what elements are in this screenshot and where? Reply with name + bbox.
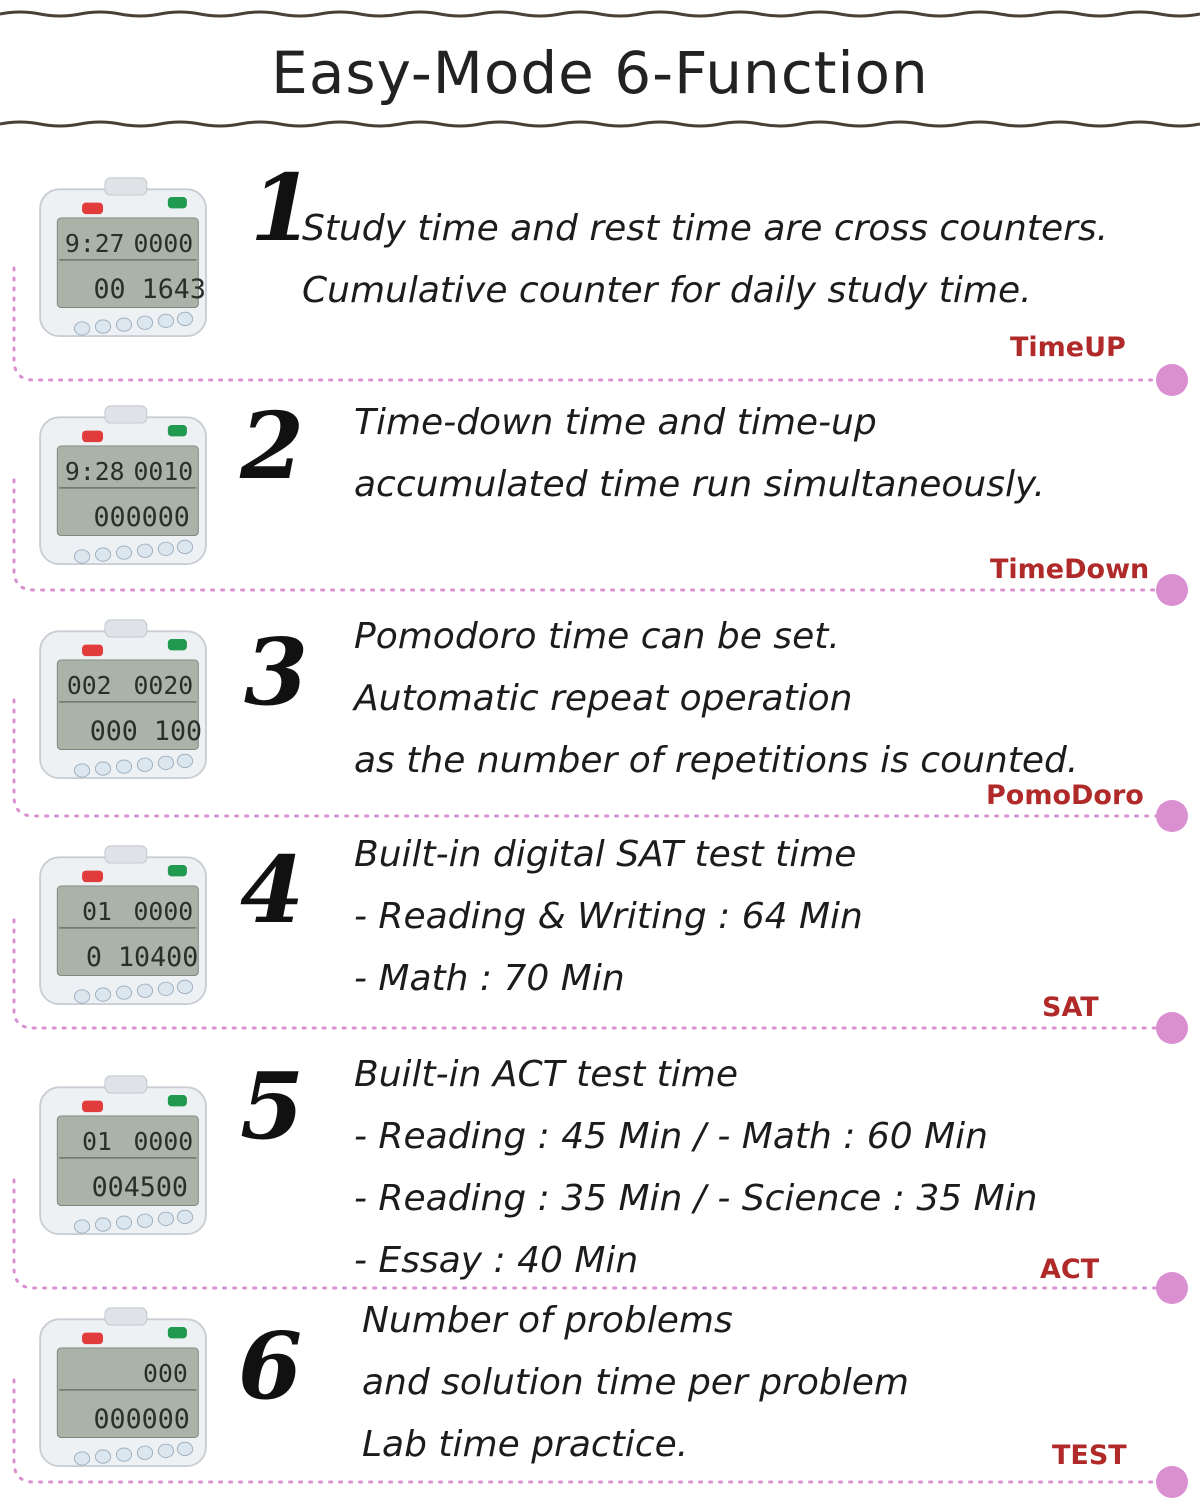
lcd-top-right: 0020: [133, 671, 194, 701]
page-title: Easy-Mode 6-Function: [271, 39, 929, 107]
lcd-top-left: 9:27: [64, 229, 125, 259]
lcd-top-right: 0000: [133, 897, 194, 927]
function-number: 6: [238, 1312, 303, 1420]
guide-end-dot: [1156, 574, 1188, 606]
lcd-bottom: 000000: [93, 1403, 190, 1435]
function-number: 4: [240, 836, 305, 944]
timer-device-image: [34, 176, 214, 338]
lcd-top-right: 0000: [133, 229, 194, 259]
timer-device-image: [34, 1306, 214, 1468]
function-description: [362, 1290, 909, 1476]
lcd-top-left: 9:28: [64, 457, 125, 487]
function-number: 5: [240, 1052, 305, 1160]
lcd-top-left: 01: [82, 1127, 112, 1157]
description-line: - Reading & Writing : 64 Min: [354, 896, 863, 937]
description-line: and solution time per problem: [362, 1362, 909, 1403]
mode-tag: SAT: [1042, 992, 1099, 1023]
mode-tag: TimeUP: [1010, 332, 1126, 363]
description-line: - Math : 70 Min: [354, 958, 625, 999]
lcd-bottom: 000000: [93, 501, 190, 533]
function-number: 2: [240, 392, 305, 500]
lcd-top-right: 000: [143, 1359, 188, 1389]
function-number: 3: [244, 618, 309, 726]
function-description: [354, 1044, 1037, 1292]
description-line: - Essay : 40 Min: [354, 1240, 639, 1281]
lcd-top-left: 002: [66, 671, 112, 701]
mode-tag: TEST: [1052, 1440, 1127, 1471]
description-line: Automatic repeat operation: [354, 678, 853, 719]
description-line: Time-down time and time-up: [354, 402, 877, 443]
description-line: as the number of repetitions is counted.: [354, 740, 1079, 781]
mode-tag: TimeDown: [990, 554, 1150, 585]
function-number: 1: [250, 154, 315, 262]
description-line: accumulated time run simultaneously.: [354, 464, 1045, 505]
description-line: Study time and rest time are cross counters.: [302, 208, 1109, 249]
description-line: - Reading : 35 Min / - Science : 35 Min: [354, 1178, 1038, 1219]
description-line: Cumulative counter for daily study time.: [302, 270, 1032, 311]
guide-end-dot: [1156, 1012, 1188, 1044]
description-line: Lab time practice.: [362, 1424, 689, 1465]
guide-end-dot: [1156, 364, 1188, 396]
description-line: Built-in ACT test time: [354, 1054, 738, 1095]
lcd-bottom: 000 100: [89, 715, 203, 747]
lcd-bottom: 0 10400: [85, 941, 199, 973]
lcd-top-right: 0010: [133, 457, 194, 487]
guide-end-dot: [1156, 800, 1188, 832]
description-line: Number of problems: [362, 1300, 733, 1341]
function-description: [354, 606, 1078, 792]
description-line: Built-in digital SAT test time: [354, 834, 857, 875]
lcd-top-right: 0000: [133, 1127, 194, 1157]
guide-end-dot: [1156, 1466, 1188, 1498]
guide-end-dot: [1156, 1272, 1188, 1304]
lcd-bottom: 004500: [91, 1171, 188, 1203]
function-description: [354, 824, 863, 1010]
function-description: [302, 198, 1108, 322]
lcd-top-left: 01: [82, 897, 112, 927]
top-rule: [0, 8, 1200, 20]
lcd-bottom: 00 1643: [93, 273, 206, 305]
timer-device-image: [34, 844, 214, 1006]
timer-device-image: [34, 404, 214, 566]
description-line: Pomodoro time can be set.: [354, 616, 840, 657]
timer-device-image: [34, 1074, 214, 1236]
mode-tag: PomoDoro: [986, 780, 1144, 811]
function-description: [354, 392, 1045, 516]
description-line: - Reading : 45 Min / - Math : 60 Min: [354, 1116, 988, 1157]
header: [0, 0, 1200, 140]
mode-tag: ACT: [1040, 1254, 1100, 1285]
timer-device-image: [34, 618, 214, 780]
bottom-rule: [0, 118, 1200, 130]
